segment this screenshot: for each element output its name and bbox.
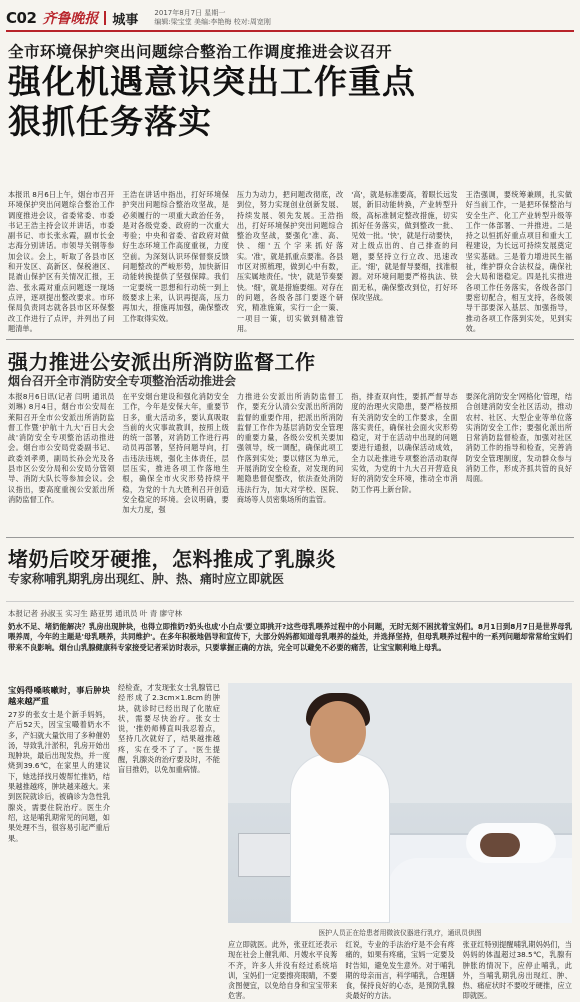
article2-column: 在平安烟台建设和强化消防安全工作，今年是安保大年，重要节日多，重大活动多，要认真吸取当前的火灾事故教训，按照上级的统一部署，对消防工作进行再动员再部署，坚持问题导向，打击违法违规，强化主体责任，层层压实，推进各项工作落地生根，确保全市火灾形势持续平稳，为党的十九大胜利召开创造安全稳定的环境。会议明确，要加大力度，强 <box>122 392 229 515</box>
section-divider <box>6 537 574 538</box>
photo-caption: 医护人员正在给患者用微波仪器进行乳疗，通讯员供图 <box>318 929 482 937</box>
article3-column <box>118 683 220 993</box>
header-meta <box>154 9 271 27</box>
article2-headline: 强力推进公安派出所消防监督工作 <box>8 350 316 374</box>
article3-headline: 堵奶后咬牙硬推，怎料推成了乳腺炎 <box>8 547 336 571</box>
article2-subheadline: 烟台召开全市消防安全专项整治活动推进会 <box>8 374 237 388</box>
article3-column <box>8 683 110 993</box>
article1-headline-line2: 狠抓任务落实 <box>8 102 212 141</box>
article2-column: 力推进公安派出所消防监督工作，要充分认清公安派出所消防监督的重要作用，把派出所消防监督工作作为基层消防安全管理的重要力量，各级公安机关要加强领导，统一调配，确保此项工作落到实处；要以辖区为单元，开展消防安全检查，对发现的问题隐患督促整改，依法查处消防违法行为，加大对学校、医院、商场等人员密集场所的监管。 <box>236 392 344 504</box>
article3-subhead-left: 宝妈得嗓咳嗽时，事后肿块越来越严重 <box>8 685 110 706</box>
editor-credits: 编辑:梁宝堂 美编:李艳梅 校对:周宽刚 <box>154 18 271 26</box>
section-name: 城事 <box>112 12 139 28</box>
article2-column: 指，排查双向性，要抓严督导态度的治理火灾隐患，要严格按照有关消防安全的工作要求，全面落实责任，确保社会面火灾形势稳定，对于在活动中出现的问题要进行通报，以确保活动成效，全力以赴推进专项整治活动取得实效，为党的十九大召开营造良好的消防安全环境，推动全市消防工作再上新台阶。 <box>351 392 458 494</box>
article1-column: 王浩在讲话中指出，打好环境保护突出问题综合整治攻坚战，是必须履行的一项重大政治任务，是对各级党委、政府的一次重大考验；中央和省委、省政府对做好生态环境工作高度重视，力度空前。为深刻认识环保督察反馈问题整改的严峻形势，加快新旧动能转换提供了坚强保障。我们一定要统一思想和行动统一到上级要求上来，认识再提高，压力再加大，措施再加强，确保整改工作取得实效。 <box>122 190 229 323</box>
article1-column: 压力为动力，把问题改彻底，改到位，努力实现创业创新发展、持续发展、领先发展。王浩指出，打好环境保护突出问题综合整治攻坚战，要强化'准、高、快、细'五个字来抓好落实。'准'，就是抓重点要准。各县市区对照梳理，做到心中有数，压实属地责任。'快'，就是节奏要快。'细'，就是措施要细。对存在的问题，各级各部门要逐个研究，精准施策，实行一企一策、一项目一策，切实做到精准管用。 <box>236 190 344 333</box>
article3-left-text2: 经检查，才发现张女士乳腺管已经形成了2.3cm×1.8cm的肿块，就诊时已经出现了化脓症状，需要尽快治疗。张女士说，'推奶师傅直叫我忍着点，坚持几次就好了，结果越推越疼，实在受不了了。'医生提醒，乳腺炎的治疗要及时，不能盲目推奶，以免加重病情。 <box>118 683 220 775</box>
article2-column: 要深化消防安全'网格化'管理，结合创建消防安全社区活动，推动农村、社区、大型企业等单位落实消防安全工作；要强化派出所日常消防监督检查，加强对社区消防工作的指导和检查，完善消防安全管理制度，发动群众参与消防工作，形成齐抓共管的良好局面。 <box>465 392 573 484</box>
header-divider <box>104 11 106 25</box>
article3-left-body <box>8 683 220 993</box>
article1-column: '高'，就是标准要高，着眼长远发展，新旧动能转换，产业转型升级，高标准制定整改措施，切实抓好任务落实，做到整改一批、见效一批。'快'，就是行动要快，对上级点出的、自己排查的问题，要坚持立行立改、迅速改正。'细'，就是督导要细，找准根源。对环境问题要严格执法、铁面无私，确保整改到位，打好环保攻坚战。 <box>351 190 458 302</box>
article3-left-text: 27岁的张女士是个新手妈妈，产后52天，因宝宝嘬着奶水不多，产妇就大量饮用了多种催奶汤，导致乳汁淤积，乳房开始出现肿块，最后出现发热，并一度烧到39.6℃，在家里人的建议下，她选择找月嫂帮忙推奶，结果越推越疼，肿块越来越大。来到医院就诊后，被确诊为急性乳腺炎，需要住院治疗。医生介绍，这是哺乳期常见的问题，如果处理不当，很容易引起严重后果。 <box>8 710 110 843</box>
newspaper-logo: 齐鲁晚报 <box>42 11 99 27</box>
news-photo <box>228 683 572 923</box>
article1-headline-line1: 强化机遇意识突出工作重点 <box>8 62 416 101</box>
article1-column: 本报讯 8月6日上午，烟台市召开环境保护突出问题综合整治工作调度推进会议，省委常委、市委书记王浩主持会议并讲话，市委副书记、市长张永霞，副市长金志海分别讲话。市领导关钢等参加会议。会上，听取了各县市区和开发区、高新区、保税港区、昆嵛山保护区有关情况汇报，王浩、张永霞对重点问题逐一现场点评，逐项提出整改要求。市环保局负责同志就各县市区环保整改工作进行了点评，并列出了问题清单。 <box>8 190 115 333</box>
article1-column: 王浩强调，要统筹兼顾，扎实做好当前工作，一是把环保整治与安全生产、化工产业转型升级等工作一体部署、一并推进。二是持之以恒抓好重点项目和重大工程建设，为长远可持续发展奠定坚实基础。三是着力增进民生福祉，维护群众合法权益，确保社会大局和谐稳定。四是扎实推进各项工作任务落实，各级各部门要密切配合，相互支持，各级领导干部要深入基层、加强指导，推动各项工作落到实处，见到实效。 <box>465 190 573 333</box>
article2-column: 本报8月6日讯(记者 闫明 通讯员 刘琳) 8月4日，烟台市公安局在莱阳召开全市公安派出所消防监督工作暨'护航十九大'百日大会战'消防安全专项整治活动推进会。烟台市公安局党委副书记、政委刘孝勇，副局长孙会光及各县市区公安分局和公安局分管领导、消防大队长等参加会议。会议指出，要高度重视公安派出所消防监督工作。 <box>8 392 115 504</box>
article3-byline: 本报记者 孙淑玉 实习生 路亚男 通讯员 叶 青 廖守林 <box>8 609 183 618</box>
medical-device-icon <box>238 833 296 877</box>
article1-body <box>8 190 572 335</box>
page-header <box>6 6 574 32</box>
article1-headline <box>8 62 416 142</box>
article3-column: 应立即就医。此外，张亚红还表示现在社会上催乳师、月嫂水平良莠不齐，许多人并没有经过系统培训，宝妈们一定要擦亮眼睛，不要贪图便宜，以免给自身和宝宝带来危害。 <box>228 940 338 1001</box>
article3-column: 张亚红特别提醒哺乳期妈妈们，当妈妈的体温超过38.5℃，乳腺有肿胀的情况下，应停止哺乳，此外，当哺乳期乳房出现红、肿、热、痛症状时不要咬牙硬推，应立即就医。 <box>462 940 572 1001</box>
article3-subheadline: 专家称哺乳期乳房出现红、肿、热、痛时应立即就医 <box>8 572 285 586</box>
article3-lead: 奶水不足、堵奶能解决？乳房出现肿块，也得立即推奶?奶头也成'小白点'要立即挑开?这些母乳喂养过程中的小问题，无时无刻不困扰着宝妈们。8月1日到8月7日是世界母乳喂养周，今年的主题是'母乳喂养，共同维护'。在多年积极地倡导和宣传下，大部分妈妈都知道母乳喂养的益处，并选择坚持，但母乳喂养过程中的一系列问题却常常给宝妈们带来不良影响。烟台山乳腺健康科专家接受记者采访时表示，只要掌握正确的方法，完全可以避免不必要的痛苦，让宝宝顺利地上母乳。 <box>8 622 572 652</box>
page-number: C02 <box>6 9 37 27</box>
section-divider <box>6 339 574 340</box>
article3-bottom-body <box>228 940 572 1001</box>
article1-kicker: 全市环境保护突出问题综合整治工作调度推进会议召开 <box>8 43 393 61</box>
issue-date: 2017年8月7日 星期一 <box>154 9 226 17</box>
byline-rule <box>6 601 574 602</box>
article3-column: 红说，专业的手法治疗是不会有疼痛的，如果有疼痛，宝妈一定要及时告知，避免发生意外。对于哺乳期的母亲而言，科学哺乳，合理膳食，保持良好的心态，是预防乳腺炎最好的方法。 <box>345 940 455 1001</box>
article2-body <box>8 392 572 532</box>
